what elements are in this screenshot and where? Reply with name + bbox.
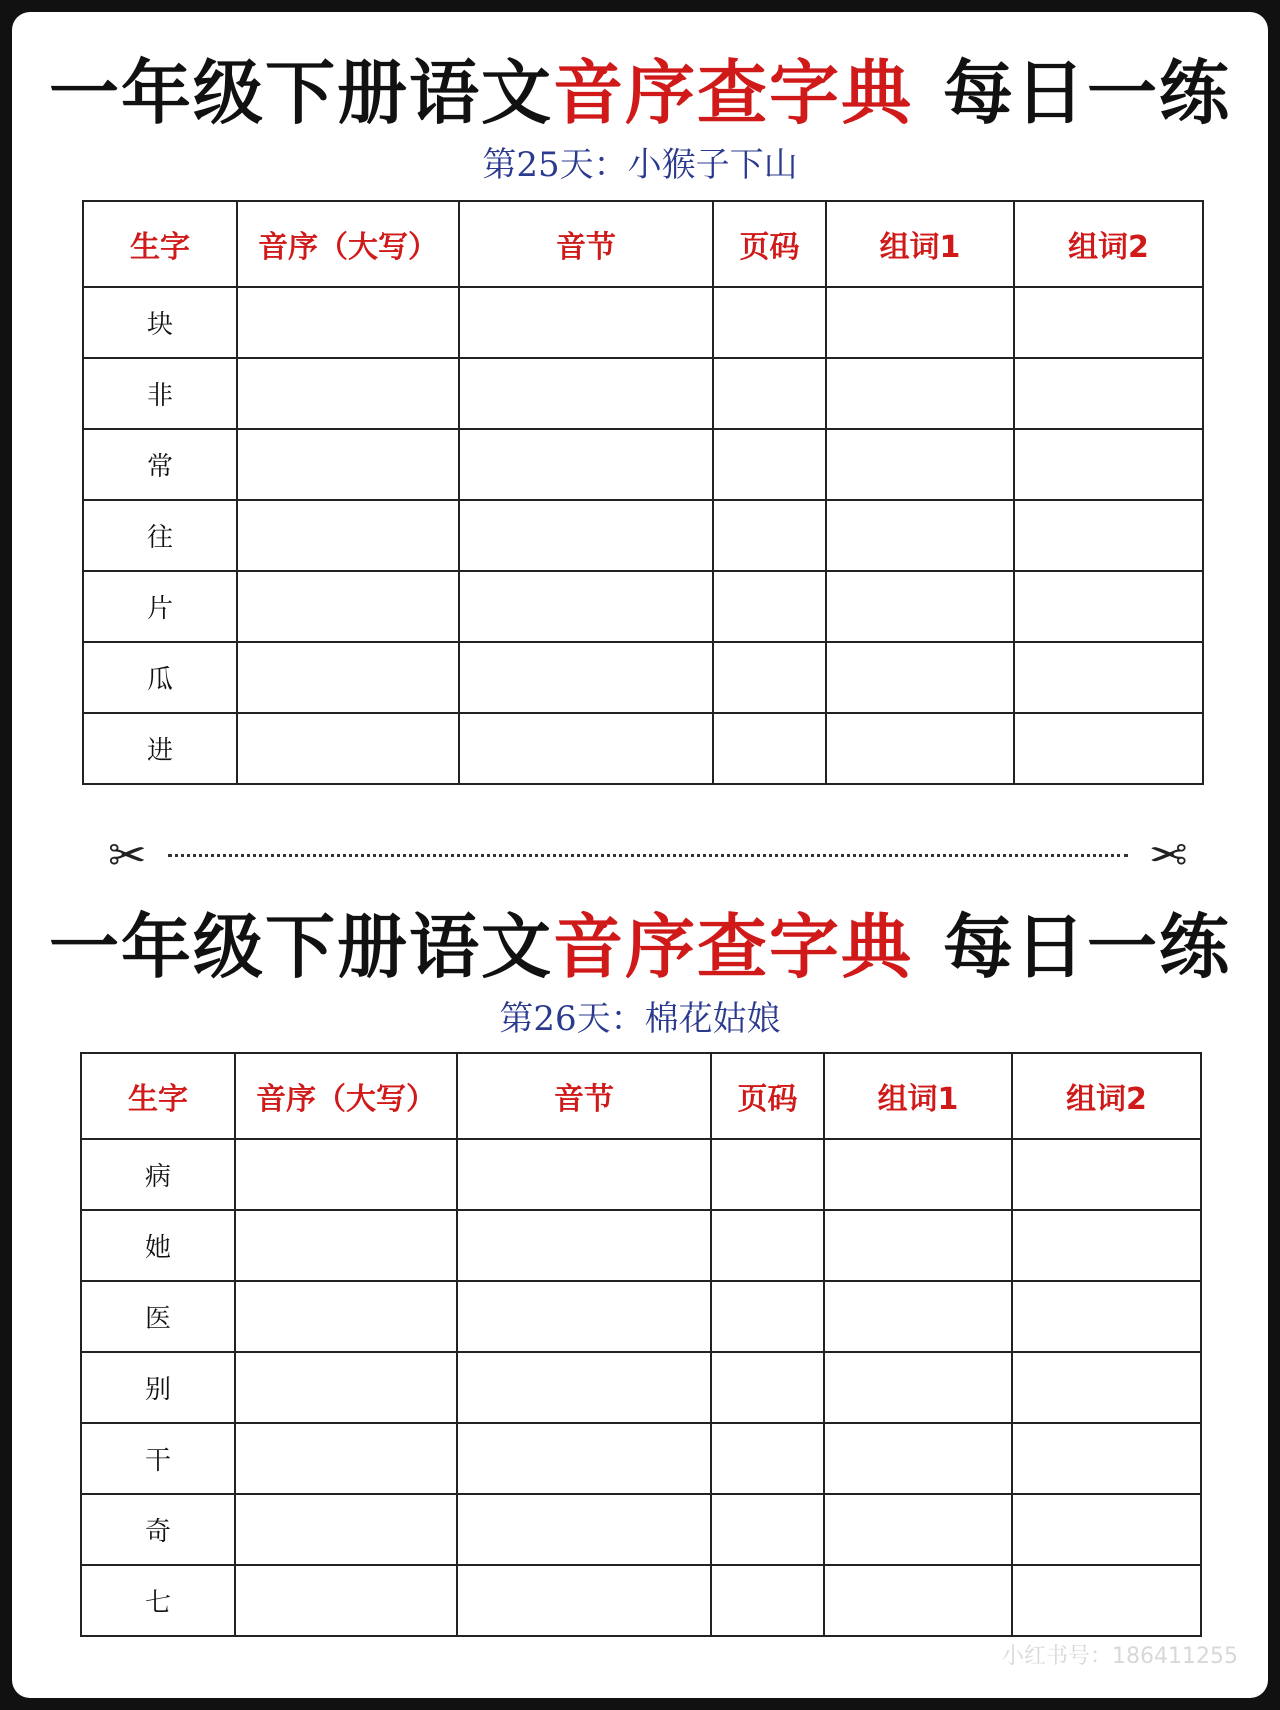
blank-cell[interactable]: [457, 1565, 711, 1636]
table-row: [81, 1139, 1201, 1210]
sheet2-table: [80, 1052, 1202, 1637]
blank-cell[interactable]: [824, 1281, 1012, 1352]
blank-cell[interactable]: [711, 1281, 824, 1352]
sheet2-subtitle: 第26天：棉花姑娘: [499, 999, 781, 1039]
blank-cell[interactable]: [1014, 500, 1203, 571]
blank-cell[interactable]: [824, 1565, 1012, 1636]
header-cell: 页码: [713, 201, 826, 287]
blank-cell[interactable]: [1012, 1423, 1201, 1494]
blank-cell[interactable]: [1012, 1565, 1201, 1636]
blank-cell[interactable]: [235, 1281, 457, 1352]
blank-cell[interactable]: [237, 571, 459, 642]
blank-cell[interactable]: [713, 500, 826, 571]
blank-cell[interactable]: [235, 1565, 457, 1636]
blank-cell[interactable]: [826, 358, 1014, 429]
blank-cell[interactable]: [235, 1210, 457, 1281]
header-cell: 组词2: [1012, 1053, 1201, 1139]
blank-cell[interactable]: [237, 358, 459, 429]
sheet1-title-red: 音序查字典: [553, 51, 913, 134]
char-cell: 医: [81, 1281, 235, 1352]
blank-cell[interactable]: [459, 642, 713, 713]
header-cell: 页码: [711, 1053, 824, 1139]
blank-cell[interactable]: [235, 1139, 457, 1210]
table-row: [83, 500, 1203, 571]
header-cell: 组词2: [1014, 201, 1203, 287]
blank-cell[interactable]: [237, 642, 459, 713]
worksheet-page: [12, 12, 1268, 1698]
blank-cell[interactable]: [235, 1494, 457, 1565]
blank-cell[interactable]: [237, 713, 459, 784]
blank-cell[interactable]: [237, 287, 459, 358]
blank-cell[interactable]: [711, 1210, 824, 1281]
blank-cell[interactable]: [711, 1139, 824, 1210]
sheet2-title-red: 音序查字典: [553, 905, 913, 988]
blank-cell[interactable]: [457, 1281, 711, 1352]
dotted-divider: [168, 854, 1128, 857]
blank-cell[interactable]: [826, 642, 1014, 713]
scissors-icon: ✂: [108, 828, 147, 882]
char-cell: 往: [83, 500, 237, 571]
header-cell: 音序（大写）: [237, 201, 459, 287]
sheet2-title-part1: 一年级下册语文: [49, 905, 553, 988]
char-cell: 常: [83, 429, 237, 500]
table-row: [81, 1210, 1201, 1281]
blank-cell[interactable]: [457, 1210, 711, 1281]
sheet1-table: [82, 200, 1204, 785]
blank-cell[interactable]: [457, 1139, 711, 1210]
blank-cell[interactable]: [824, 1423, 1012, 1494]
header-cell: 音节: [459, 201, 713, 287]
blank-cell[interactable]: [459, 571, 713, 642]
blank-cell[interactable]: [711, 1352, 824, 1423]
blank-cell[interactable]: [826, 571, 1014, 642]
table-row: [81, 1565, 1201, 1636]
table-header-row: [81, 1053, 1201, 1139]
blank-cell[interactable]: [824, 1494, 1012, 1565]
watermark: 小红书号：186411255: [1002, 1644, 1238, 1669]
blank-cell[interactable]: [824, 1210, 1012, 1281]
blank-cell[interactable]: [824, 1139, 1012, 1210]
blank-cell[interactable]: [235, 1423, 457, 1494]
sheet2-title-part2: 每日一练: [943, 905, 1231, 988]
blank-cell[interactable]: [457, 1352, 711, 1423]
blank-cell[interactable]: [826, 287, 1014, 358]
table-row: [83, 358, 1203, 429]
blank-cell[interactable]: [457, 1423, 711, 1494]
header-cell: 组词1: [826, 201, 1014, 287]
blank-cell[interactable]: [237, 429, 459, 500]
blank-cell[interactable]: [713, 642, 826, 713]
blank-cell[interactable]: [713, 287, 826, 358]
blank-cell[interactable]: [1014, 287, 1203, 358]
sheet1-title-part1: 一年级下册语文: [49, 51, 553, 134]
blank-cell[interactable]: [826, 713, 1014, 784]
blank-cell[interactable]: [826, 500, 1014, 571]
header-cell: 音序（大写）: [235, 1053, 457, 1139]
header-cell: 音节: [457, 1053, 711, 1139]
blank-cell[interactable]: [711, 1565, 824, 1636]
blank-cell[interactable]: [459, 713, 713, 784]
blank-cell[interactable]: [235, 1352, 457, 1423]
header-cell: 生字: [83, 201, 237, 287]
blank-cell[interactable]: [1012, 1139, 1201, 1210]
char-cell: 七: [81, 1565, 235, 1636]
char-cell: 瓜: [83, 642, 237, 713]
table-row: [83, 713, 1203, 784]
blank-cell[interactable]: [711, 1494, 824, 1565]
blank-cell[interactable]: [1014, 358, 1203, 429]
table-row: [83, 571, 1203, 642]
blank-cell[interactable]: [1014, 642, 1203, 713]
scissors-icon: ✂: [1149, 828, 1188, 882]
blank-cell[interactable]: [824, 1352, 1012, 1423]
blank-cell[interactable]: [237, 500, 459, 571]
blank-cell[interactable]: [713, 358, 826, 429]
sheet1-title: [12, 51, 1268, 134]
table-row: [81, 1423, 1201, 1494]
table-row: [81, 1352, 1201, 1423]
blank-cell[interactable]: [713, 571, 826, 642]
char-cell: 别: [81, 1352, 235, 1423]
blank-cell[interactable]: [459, 287, 713, 358]
blank-cell[interactable]: [826, 429, 1014, 500]
char-cell: 非: [83, 358, 237, 429]
blank-cell[interactable]: [1012, 1352, 1201, 1423]
blank-cell[interactable]: [711, 1423, 824, 1494]
blank-cell[interactable]: [1012, 1494, 1201, 1565]
blank-cell[interactable]: [1012, 1281, 1201, 1352]
sheet1-title-part2: 每日一练: [943, 51, 1231, 134]
header-cell: 组词1: [824, 1053, 1012, 1139]
sheet2-title: [12, 905, 1268, 988]
char-cell: 她: [81, 1210, 235, 1281]
table-row: [83, 642, 1203, 713]
char-cell: 片: [83, 571, 237, 642]
char-cell: 进: [83, 713, 237, 784]
blank-cell[interactable]: [459, 429, 713, 500]
table-row: [81, 1494, 1201, 1565]
blank-cell[interactable]: [713, 429, 826, 500]
blank-cell[interactable]: [1012, 1210, 1201, 1281]
table-row: [81, 1281, 1201, 1352]
blank-cell[interactable]: [459, 358, 713, 429]
table-row: [83, 287, 1203, 358]
header-cell: 生字: [81, 1053, 235, 1139]
char-cell: 块: [83, 287, 237, 358]
table-row: [83, 429, 1203, 500]
blank-cell[interactable]: [457, 1494, 711, 1565]
blank-cell[interactable]: [1014, 429, 1203, 500]
sheet1-subtitle: 第25天：小猴子下山: [482, 145, 798, 185]
cut-line: [108, 830, 1188, 880]
blank-cell[interactable]: [1014, 713, 1203, 784]
blank-cell[interactable]: [459, 500, 713, 571]
char-cell: 干: [81, 1423, 235, 1494]
blank-cell[interactable]: [713, 713, 826, 784]
char-cell: 病: [81, 1139, 235, 1210]
char-cell: 奇: [81, 1494, 235, 1565]
blank-cell[interactable]: [1014, 571, 1203, 642]
table-header-row: [83, 201, 1203, 287]
